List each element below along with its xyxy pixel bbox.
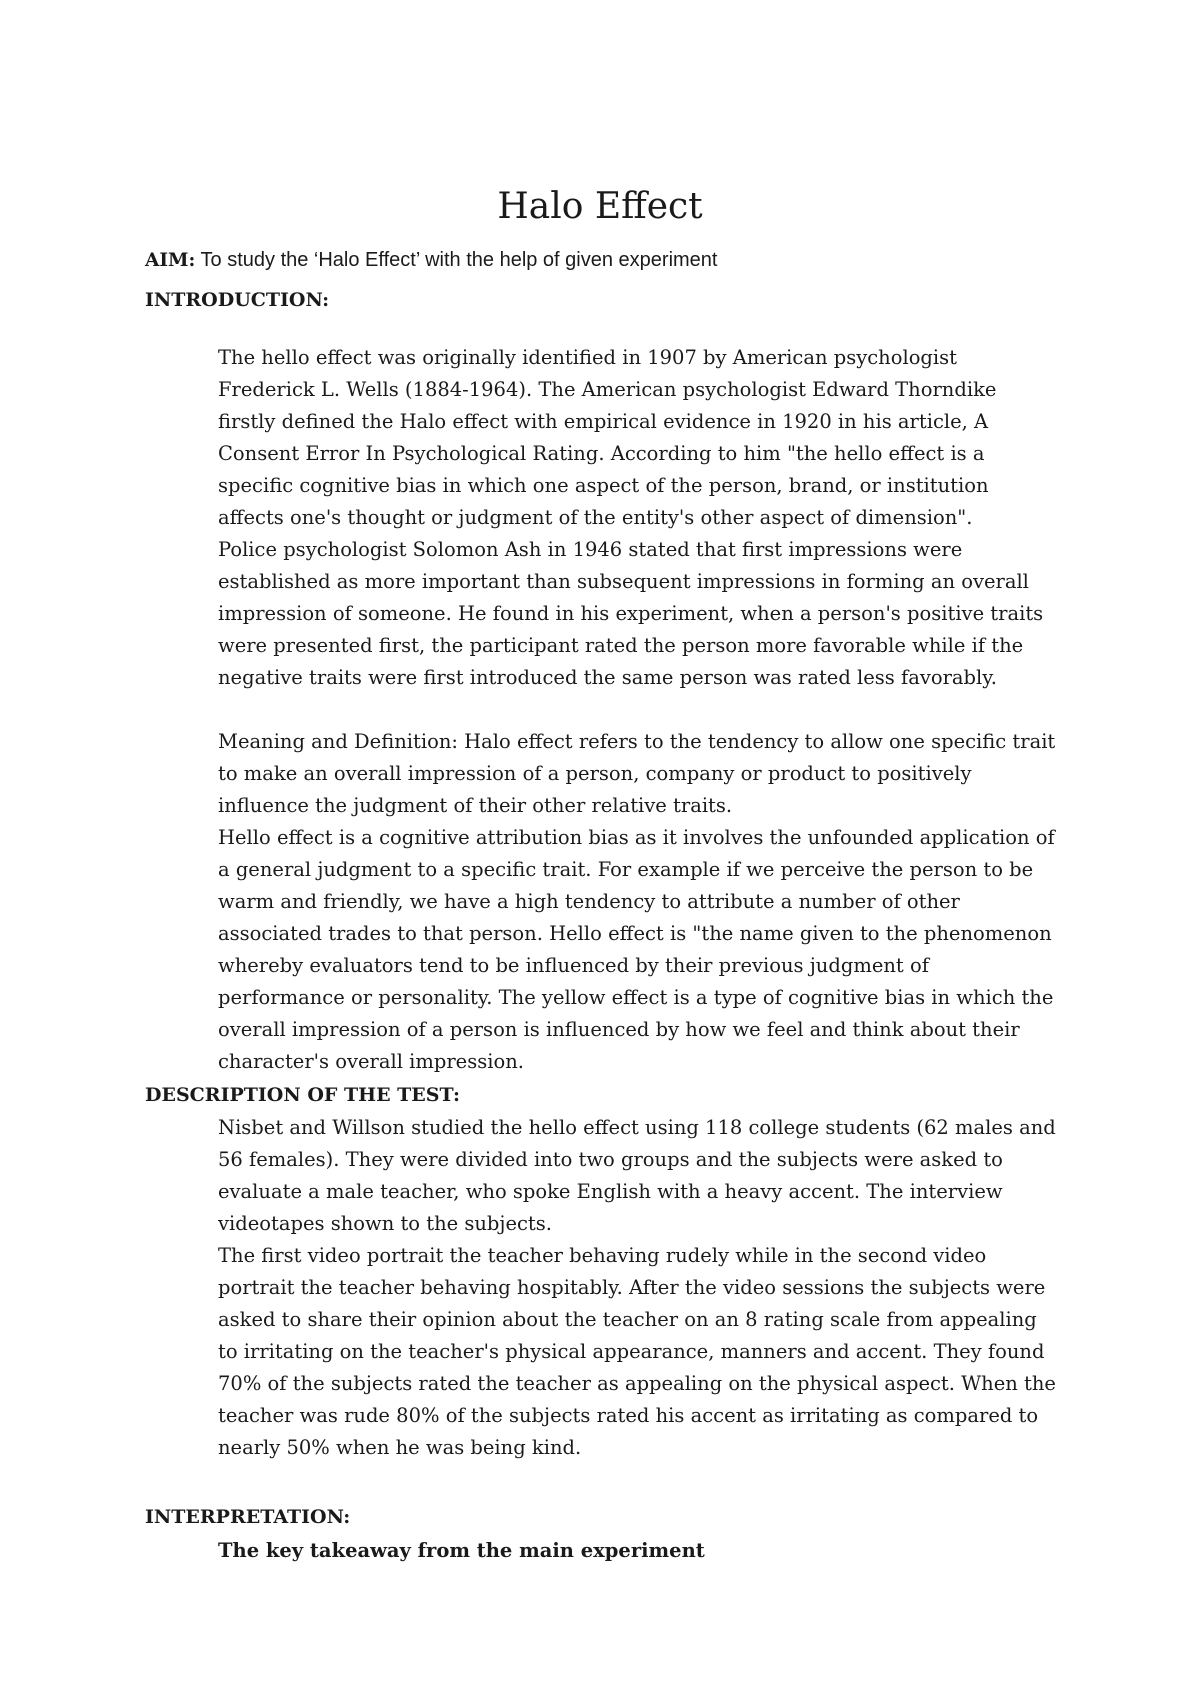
introduction-body	[218, 342, 1058, 1078]
aim-label: AIM:	[145, 250, 196, 271]
introduction-paragraph-2: Police psychologist Solomon Ash in 1946 stated that first impressions were established as more important than subsequent impressions in forming an overall impression of someone. He found in his experiment, when a person's positive traits were presented first, the participant rated the person more favorable while if the negative traits were first introduced the same person was rated less favorably.	[218, 538, 1044, 689]
description-paragraph-1: Nisbet and Willson studied the hello effect using 118 college students (62 males and 56 females). They were divided into two groups and the subjects were asked to evaluate a male teacher, who spoke English with a heavy accent. The interview videotapes shown to the subjects.	[218, 1116, 1056, 1235]
introduction-heading: INTRODUCTION:	[145, 289, 330, 311]
introduction-paragraph-3: Meaning and Definition: Halo effect refers to the tendency to allow one specific trait to make an overall impression of a person, company or product to positively influence the judgment of their other relative traits.	[218, 730, 1056, 817]
introduction-paragraph-4: Hello effect is a cognitive attribution bias as it involves the unfounded application of a general judgment to a specific trait. For example if we perceive the person to be warm and friendly, we have a high tendency to attribute a number of other associated trades to that person. Hello effect is "the name given to the phenomenon whereby evaluators tend to be influenced by their previous judgment of performance or personality. The yellow effect is a type of cognitive bias in which the overall impression of a person is influenced by how we feel and think about their character's overall impression.	[218, 826, 1055, 1073]
introduction-paragraph-1: The hello effect was originally identified in 1907 by American psychologist Frederick L. Wells (1884-1964). The American psychologist Edward Thorndike firstly defined the Halo effect with empirical evidence in 1920 in his article, A Consent Error In Psychological Rating. According to him "the hello effect is a specific cognitive bias in which one aspect of the person, brand, or institution affects one's thought or judgment of the entity's other aspect of dimension".	[218, 346, 997, 529]
description-heading: DESCRIPTION OF THE TEST:	[145, 1084, 460, 1106]
interpretation-subheading: The key takeaway from the main experiment	[218, 1539, 705, 1562]
interpretation-heading: INTERPRETATION:	[145, 1506, 351, 1528]
description-paragraph-2: The first video portrait the teacher behaving rudely while in the second video portrait the teacher behaving hospitably. After the video sessions the subjects were asked to share their opinion about the teacher on an 8 rating scale from appealing to irritating on the teacher's physical appearance, manners and accent. They found 70% of the subjects rated the teacher as appealing on the physical aspect. When the teacher was rude 80% of the subjects rated his accent as irritating as compared to nearly 50% when he was being kind.	[218, 1244, 1056, 1459]
aim-text: To study the ‘Halo Effect’ with the help of given experiment	[195, 249, 718, 271]
paragraph-spacer	[218, 694, 1058, 726]
document-title: Halo Effect	[497, 186, 703, 227]
aim-line	[145, 245, 717, 276]
description-body	[218, 1112, 1058, 1464]
